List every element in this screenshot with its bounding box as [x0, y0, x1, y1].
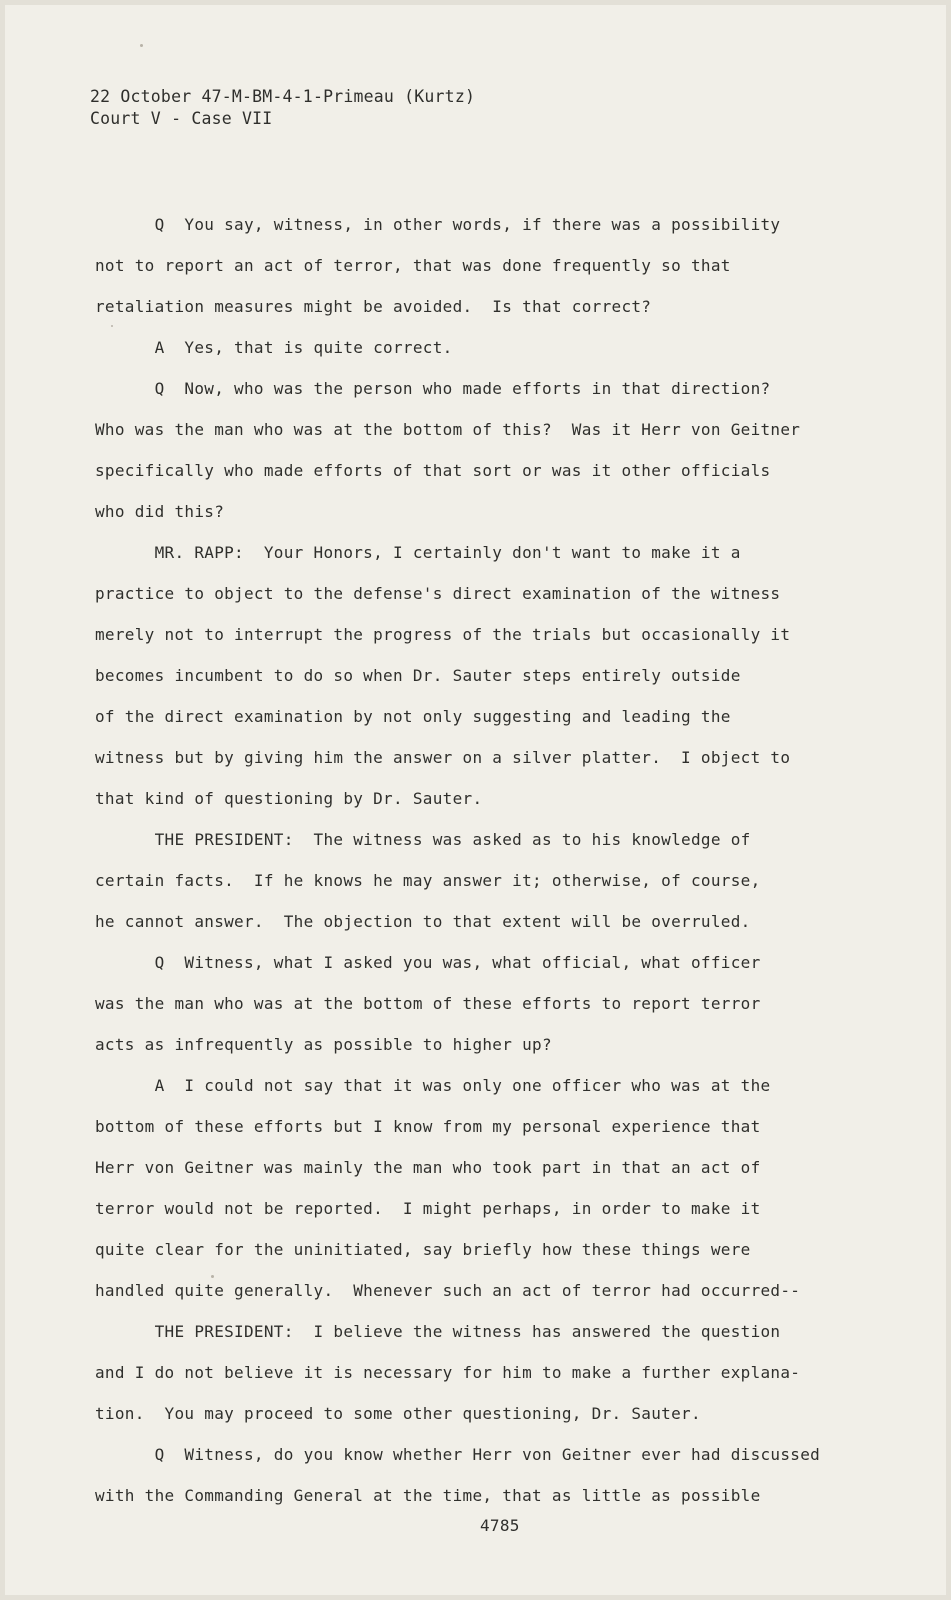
transcript-body	[95, 204, 835, 1516]
text-line: he cannot answer. The objection to that extent will be overruled.	[95, 912, 751, 931]
text-line: Q Now, who was the person who made efforts in that direction?	[95, 379, 771, 398]
text-line: retaliation measures might be avoided. Is that correct?	[95, 297, 652, 316]
text-line: with the Commanding General at the time, that as little as possible	[95, 1486, 761, 1505]
text-line: practice to object to the defense's direct examination of the witness	[95, 584, 781, 603]
text-line: THE PRESIDENT: The witness was asked as to his knowledge of	[95, 830, 751, 849]
text-line: quite clear for the uninitiated, say briefly how these things were	[95, 1240, 751, 1259]
text-line: certain facts. If he knows he may answer it; otherwise, of course,	[95, 871, 761, 890]
text-line: specifically who made efforts of that sort or was it other officials	[95, 461, 771, 480]
text-line: that kind of questioning by Dr. Sauter.	[95, 789, 483, 808]
text-line: Q You say, witness, in other words, if there was a possibility	[95, 215, 781, 234]
text-line: terror would not be reported. I might perhaps, in order to make it	[95, 1199, 761, 1218]
text-line: who did this?	[95, 502, 225, 521]
document-header	[90, 86, 475, 130]
text-line: handled quite generally. Whenever such an act of terror had occurred--	[95, 1281, 801, 1300]
text-line: A Yes, that is quite correct.	[95, 338, 453, 357]
text-line: merely not to interrupt the progress of the trials but occasionally it	[95, 625, 791, 644]
text-line: tion. You may proceed to some other questioning, Dr. Sauter.	[95, 1404, 701, 1423]
text-line: Herr von Geitner was mainly the man who took part in that an act of	[95, 1158, 761, 1177]
text-line: not to report an act of terror, that was done frequently so that	[95, 256, 731, 275]
header-line-2: Court V - Case VII	[90, 109, 273, 128]
paper-speck	[211, 1275, 214, 1278]
text-line: of the direct examination by not only suggesting and leading the	[95, 707, 731, 726]
text-line: acts as infrequently as possible to higher up?	[95, 1035, 552, 1054]
text-line: MR. RAPP: Your Honors, I certainly don't want to make it a	[95, 543, 741, 562]
text-line: witness but by giving him the answer on a silver platter. I object to	[95, 748, 791, 767]
page-number: 4785	[480, 1516, 520, 1535]
header-line-1: 22 October 47-M-BM-4-1-Primeau (Kurtz)	[90, 87, 476, 106]
text-line: Q Witness, do you know whether Herr von Geitner ever had discussed	[95, 1445, 821, 1464]
text-line: THE PRESIDENT: I believe the witness has answered the question	[95, 1322, 781, 1341]
paper-speck	[140, 44, 143, 47]
text-line: bottom of these efforts but I know from my personal experience that	[95, 1117, 761, 1136]
text-line: Who was the man who was at the bottom of this? Was it Herr von Geitner	[95, 420, 801, 439]
text-line: Q Witness, what I asked you was, what official, what officer	[95, 953, 761, 972]
text-line: and I do not believe it is necessary for him to make a further explana-	[95, 1363, 801, 1382]
text-line: was the man who was at the bottom of these efforts to report terror	[95, 994, 761, 1013]
text-line: A I could not say that it was only one officer who was at the	[95, 1076, 771, 1095]
paper-speck	[111, 325, 113, 327]
text-line: becomes incumbent to do so when Dr. Sauter steps entirely outside	[95, 666, 741, 685]
